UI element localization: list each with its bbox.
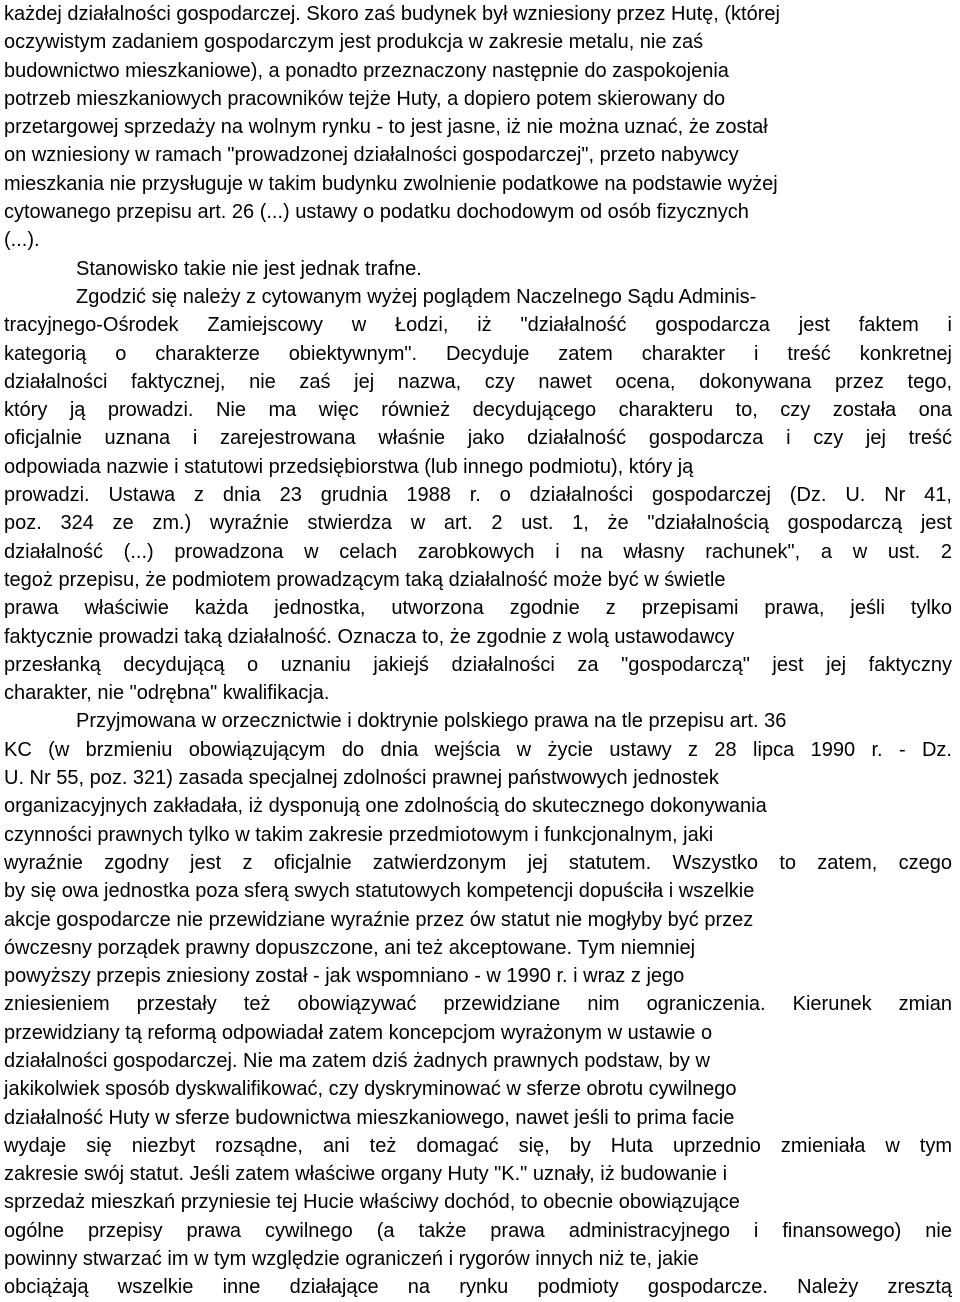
document-page	[4, 0, 952, 1302]
text-line: zakresie swój statut. Jeśli zatem właściwe organy Huty "K." uznały, iż budowanie i	[4, 1163, 728, 1186]
text-line: cytowanego przepisu art. 26 (...) ustawy o podatku dochodowym od osób fizycznych	[4, 201, 749, 224]
text-line: tracyjnego-Ośrodek Zamiejscowy w Łodzi, iż "działalność gospodarcza jest faktem i	[4, 314, 952, 337]
text-line: czynności prawnych tylko w takim zakresie przedmiotowym i funkcjonalnym, jaki	[4, 823, 714, 846]
text-line: U. Nr 55, poz. 321) zasada specjalnej zdolności prawnej państwowych jednostek	[4, 767, 719, 790]
text-line: który ją prowadzi. Nie ma więc również decydującego charakteru to, czy została ona	[4, 399, 952, 422]
text-line: każdej działalności gospodarczej. Skoro zaś budynek był wzniesiony przez Hutę, (której	[4, 3, 780, 25]
text-line: mieszkania nie przysługuje w takim budynku zwolnienie podatkowe na podstawie wyżej	[4, 172, 778, 195]
text-line: on wzniesiony w ramach "prowadzonej działalności gospodarczej", przeto nabywcy	[4, 144, 739, 167]
text-line: działalności faktycznej, nie zaś jej nazwa, czy nawet ocena, dokonywana przez tego,	[4, 370, 952, 393]
text-line: zniesieniem przestały też obowiązywać przewidziane nim ograniczenia. Kierunek zmian	[4, 993, 952, 1016]
text-line: potrzeb mieszkaniowych pracowników tejże Huty, a dopiero potem skierowany do	[4, 87, 726, 110]
text-line: (...).	[4, 229, 40, 252]
text-line: działalność (...) prowadzona w celach zarobkowych i na własny rachunek", a w ust. 2	[4, 540, 952, 563]
text-line: działalność Huty w sferze budownictwa mieszkaniowego, nawet jeśli to prima facie	[4, 1106, 735, 1129]
text-line: prawa właściwie każda jednostka, utworzona zgodnie z przepisami prawa, jeśli tylko	[4, 597, 952, 620]
text-line: oficjalnie uznana i zarejestrowana właśnie jako działalność gospodarcza i czy jej treść	[4, 427, 952, 450]
text-line: sprzedaż mieszkań przyniesie tej Hucie właściwy dochód, to obecnie obowiązujące	[4, 1191, 740, 1214]
text-line: odpowiada nazwie i statutowi przedsiębiorstwa (lub innego podmiotu), który ją	[4, 455, 694, 478]
text-line: faktycznie prowadzi taką działalność. Oznacza to, że zgodnie z wolą ustawodawcy	[4, 625, 735, 648]
text-line: wyraźnie zgodny jest z oficjalnie zatwierdzonym jej statutem. Wszystko to zatem, czego	[4, 851, 952, 874]
text-line: ogólne przepisy prawa cywilnego (a także prawa administracyjnego i finansowego) nie	[4, 1219, 952, 1242]
text-line: prowadzi. Ustawa z dnia 23 grudnia 1988 r. o działalności gospodarczej (Dz. U. Nr 41,	[4, 484, 952, 507]
text-line: przewidziany tą reformą odpowiadał zatem koncepcjom wyrażonym w ustawie o	[4, 1021, 713, 1044]
text-line: akcje gospodarcze nie przewidziane wyraźnie przez ów statut nie mogłyby być przez	[4, 908, 754, 931]
text-line: przetargowej sprzedaży na wolnym rynku - to jest jasne, iż nie można uznać, że został	[4, 116, 768, 139]
text-line: Stanowisko takie nie jest jednak trafne.	[76, 257, 422, 280]
text-line: Przyjmowana w orzecznictwie i doktrynie polskiego prawa na tle przepisu art. 36	[76, 710, 787, 733]
text-line: KC (w brzmieniu obowiązującym do dnia wejścia w życie ustawy z 28 lipca 1990 r. - Dz.	[4, 738, 952, 761]
text-line: wydaje się niezbyt rozsądne, ani też domagać się, by Huta uprzednio zmieniała w tym	[4, 1134, 952, 1157]
text-line: jakikolwiek sposób dyskwalifikować, czy dyskryminować w sferze obrotu cywilnego	[4, 1078, 737, 1101]
text-line: kategorią o charakterze obiektywnym". Decyduje zatem charakter i treść konkretnej	[4, 342, 952, 365]
text-line: by się owa jednostka poza sferą swych statutowych kompetencji dopuściła i wszelkie	[4, 880, 755, 903]
text-line: ówczesny porządek prawny dopuszczone, ani też akceptowane. Tym niemniej	[4, 936, 696, 959]
text-line: przesłanką decydującą o uznaniu jakiejś działalności za "gospodarczą" jest jej faktyczny	[4, 653, 952, 676]
text-line: organizacyjnych zakładała, iż dysponują one zdolnością do skutecznego dokonywania	[4, 795, 767, 818]
text-line: powyższy przepis zniesiony został - jak wspomniano - w 1990 r. i wraz z jego	[4, 965, 685, 988]
text-line: tegoż przepisu, że podmiotem prowadzącym taką działalność może być w świetle	[4, 568, 726, 591]
text-line: poz. 324 ze zm.) wyraźnie stwierdza w art. 2 ust. 1, że "działalnością gospodarczą jest	[4, 512, 952, 535]
text-line: oczywistym zadaniem gospodarczym jest produkcja w zakresie metalu, nie zaś	[4, 31, 704, 54]
text-line: Zgodzić się należy z cytowanym wyżej poglądem Naczelnego Sądu Adminis-	[76, 285, 757, 308]
text-line: budownictwo mieszkaniowe), a ponadto przeznaczony następnie do zaspokojenia	[4, 59, 729, 82]
text-line: charakter, nie "odrębna" kwalifikacja.	[4, 682, 330, 705]
text-line: działalności gospodarczej. Nie ma zatem dziś żadnych prawnych podstaw, by w	[4, 1049, 710, 1072]
text-line: powinny stwarzać im w tym względzie ograniczeń i rygorów innych niż te, jakie	[4, 1248, 699, 1271]
text-line: obciążają wszelkie inne działające na rynku podmioty gospodarcze. Należy zresztą	[4, 1276, 952, 1299]
